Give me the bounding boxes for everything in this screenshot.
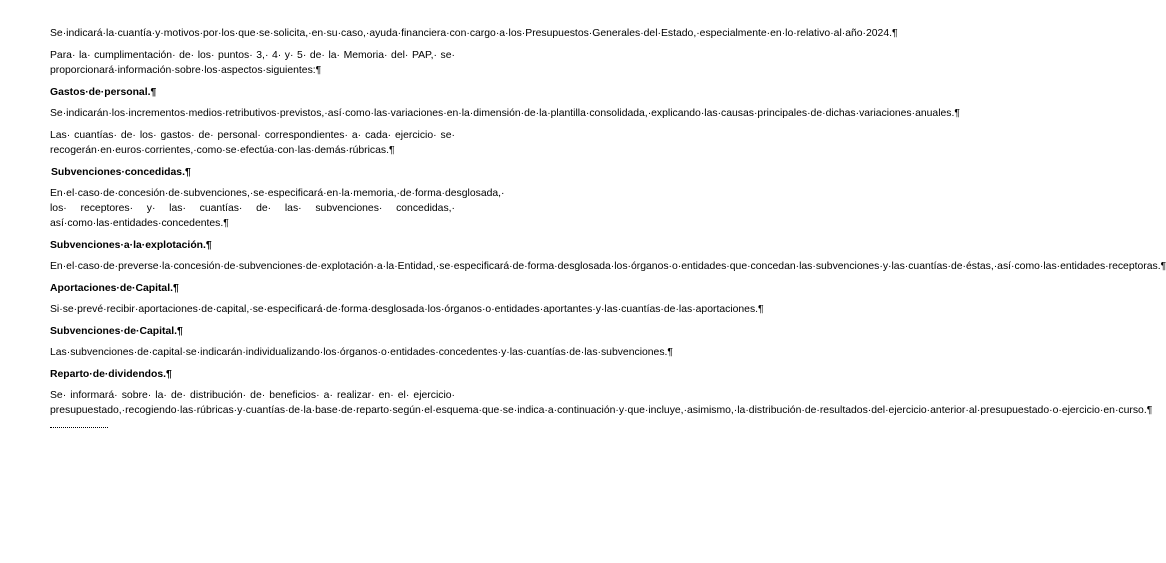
paragraph-cumplimentacion[interactable]: Para· la· cumplimentación· de· los· puntos· 3,· 4· y· 5· de· la· Memoria· del· PAP,· se· proporcionará·información·sobre·los·aspectos·siguientes:¶	[50, 50, 455, 76]
paragraph-reparto-text: Se· informará· sobre· la· de· distribución· de· beneficios· a· realizar· en· el· ejercicio· presupuestado,·recogiendo·las·rúbricas·y·cuantías·de·la·base·de·reparto·según·el·esquema·que·se·indica·a·continuación·y·que·incluye,·asimismo,·la·distribución·de·resultados·del·ejercicio·anterior·al·presupuestado·o·ejercicio·en·curso.¶	[50, 390, 1153, 416]
paragraph-incrementos[interactable]: Se·indicarán·los·incrementos·medios·retributivos·previstos,·así·como·las·variaciones·en·la·dimensión·de·la·plantilla·consolidada,·explicando·las·causas·principales·de·dichas·variaciones·anuales.¶	[50, 108, 960, 119]
tab-leader-dots	[50, 419, 108, 428]
paragraph-subvenciones-capital[interactable]: Las·subvenciones·de·capital·se·indicarán·individualizando·los·órganos·o·entidades·concedentes·y·las·cuantías·de·las·subvenciones.¶	[50, 347, 673, 358]
paragraph-concesion-subvenciones[interactable]: En·el·caso·de·concesión·de·subvenciones,·se·especificará·en·la·memoria,·de·forma·desglosada,· los· receptores· y· las· cuantías· de· las· subvenciones· concedidas,· así·como·las·entidades·concedentes.¶	[50, 188, 505, 229]
paragraph-reparto[interactable]	[50, 388, 1153, 433]
paragraph-explotacion[interactable]: En·el·caso·de·preverse·la·concesión·de·subvenciones·de·explotación·a·la·Entidad,·se·especificará·de·forma·desglosada·los·órganos·o·entidades·que·concedan·las·subvenciones·y·las·cuantías·de·éstas,·así·como·las·entidades·receptoras.¶	[50, 261, 1166, 272]
heading-gastos-personal[interactable]: Gastos·de·personal.¶	[50, 87, 157, 98]
heading-subvenciones-explotacion[interactable]: Subvenciones·a·la·explotación.¶	[50, 240, 212, 251]
paragraph-ayuda-financiera[interactable]: Se·indicará·la·cuantía·y·motivos·por·los·que·se·solicita,·en·su·caso,·ayuda·financiera·con·cargo·a·los·Presupuestos·Generales·del·Estado,·especialmente·en·lo·relativo·al·año·2024.¶	[50, 28, 898, 39]
heading-subvenciones-concedidas[interactable]: Subvenciones·concedidas.¶	[51, 167, 191, 178]
heading-reparto-dividendos[interactable]: Reparto·de·dividendos.¶	[50, 369, 172, 380]
paragraph-aportaciones[interactable]: Si·se·prevé·recibir·aportaciones·de·capital,·se·especificará·de·forma·desglosada·los·órganos·o·entidades·aportantes·y·las·cuantías·de·las·aportaciones.¶	[50, 304, 764, 315]
heading-subvenciones-capital[interactable]: Subvenciones·de·Capital.¶	[50, 326, 183, 337]
heading-aportaciones-capital[interactable]: Aportaciones·de·Capital.¶	[50, 283, 179, 294]
paragraph-cuantias-gastos[interactable]: Las· cuantías· de· los· gastos· de· personal· correspondientes· a· cada· ejercicio· se· recogerán·en·euros·corrientes,·como·se·efectúa·con·las·demás·rúbricas.¶	[50, 130, 455, 156]
